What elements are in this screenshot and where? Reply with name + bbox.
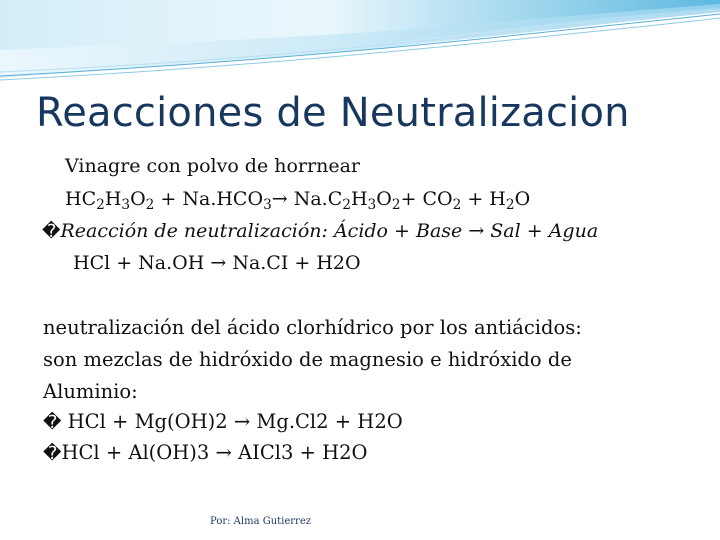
text-line-antacids-1: neutralización del ácido clorhídrico por los antiácidos: <box>43 316 582 339</box>
text-line-antacids-2: son mezclas de hidróxido de magnesio e hidróxido de <box>43 348 572 371</box>
author-credit: Por: Alma Gutierrez <box>210 516 312 527</box>
text-line-vinegar: Vinagre con polvo de horrnear <box>65 155 360 177</box>
definition-text: Reacción de neutralización: Ácido + Base → Sal + Agua <box>60 220 599 242</box>
equation-hcl-mgoh: � HCl + Mg(OH)2 → Mg.Cl2 + H2O <box>43 410 403 433</box>
text-line-antacids-3: Aluminio: <box>43 380 138 403</box>
text-line-definition <box>42 220 598 242</box>
slide-title: Reacciones de Neutralizacion <box>36 90 630 136</box>
bullet-glyph: � <box>42 221 61 242</box>
header-wave-banner <box>0 0 720 85</box>
equation-hcl-naoh: HCl + Na.OH → Na.CI + H2O <box>73 252 361 274</box>
bullet-glyph: � <box>43 412 62 433</box>
bullet-glyph: � <box>43 443 62 464</box>
equation-hcl-aloh: �HCl + Al(OH)3 → AICl3 + H2O <box>43 441 368 464</box>
equation-vinegar-baking-soda: $HC_2H_3O_2 + Na.HCO_3\to Na.C_2H_3O_2+ CO_2 + H_2O$ <box>65 188 531 213</box>
